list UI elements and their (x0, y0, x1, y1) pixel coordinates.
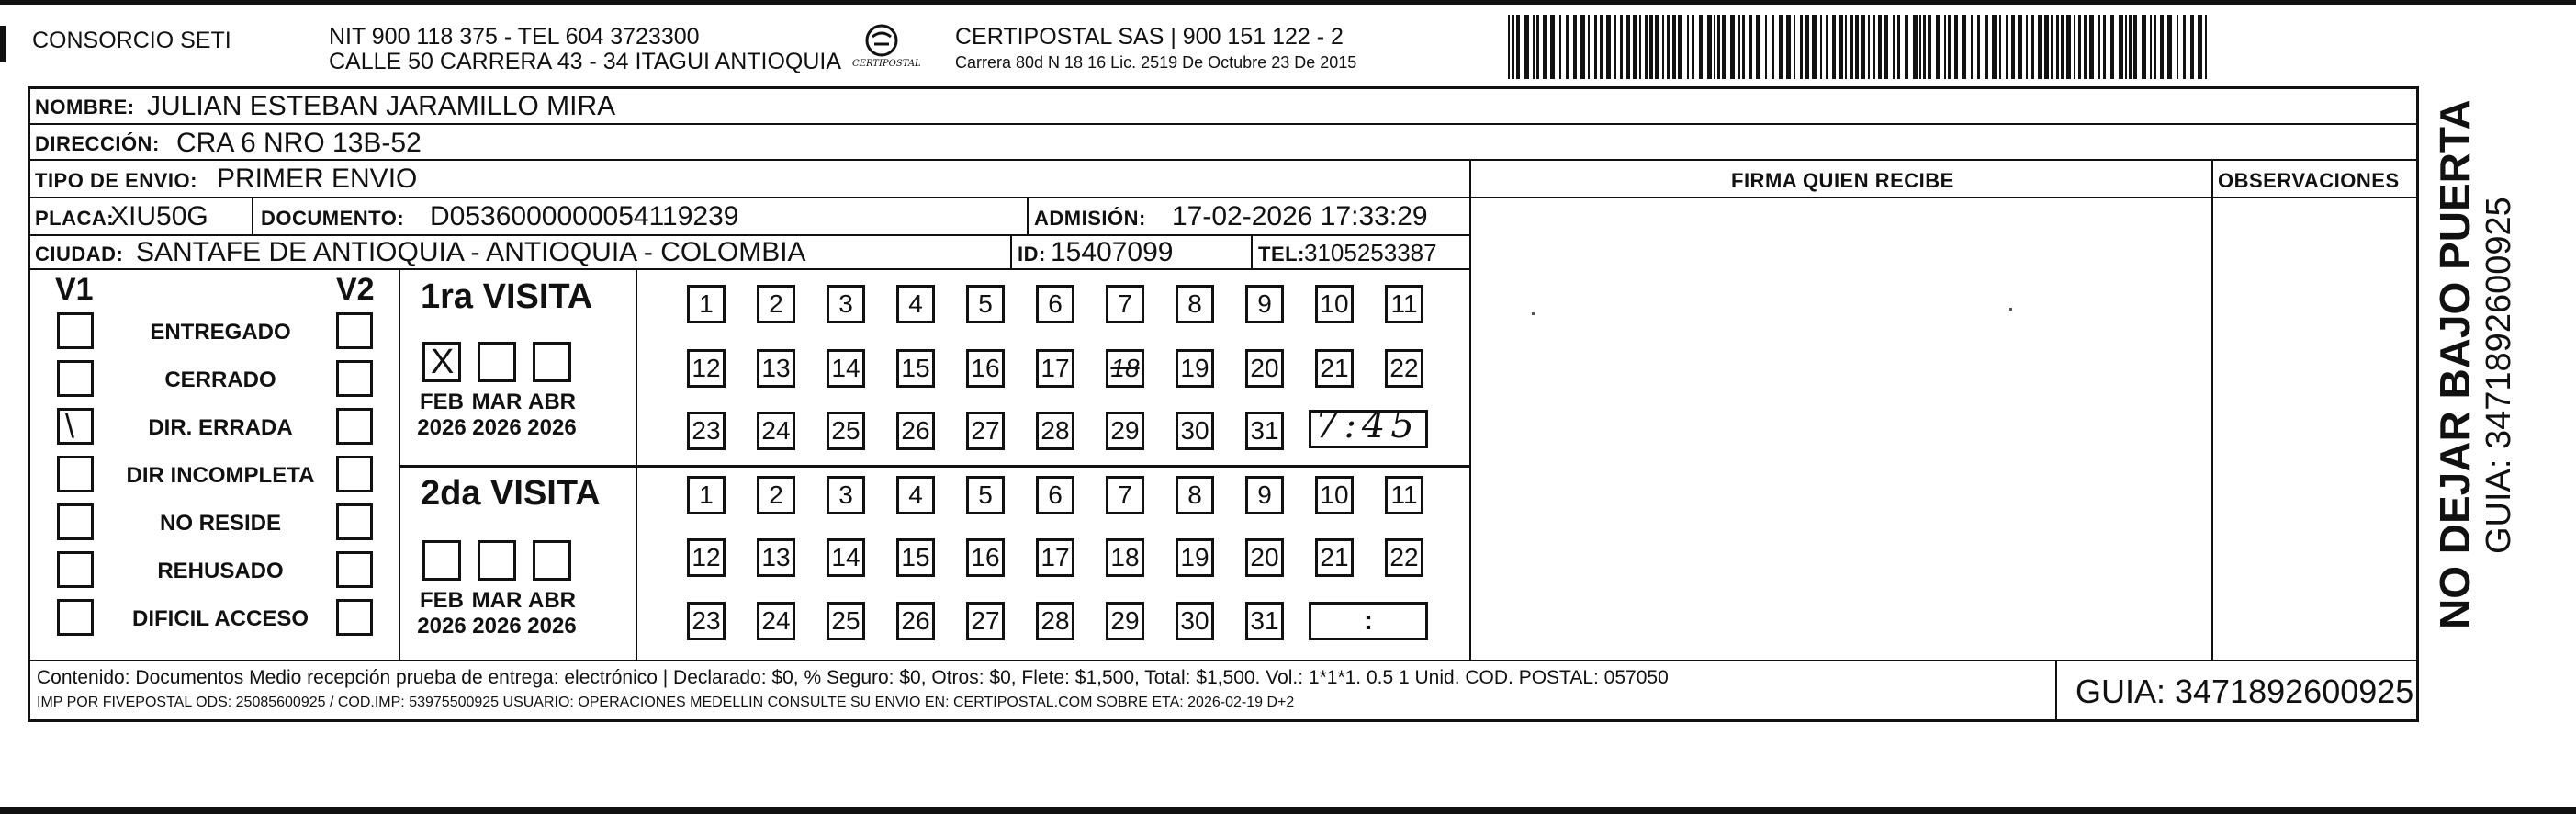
v2-checkbox[interactable] (336, 408, 373, 445)
visit2-day-box[interactable]: 25 (827, 602, 865, 640)
footer-line-2: IMP POR FIVEPOSTAL ODS: 25085600925 / COD.IMP: 53975500925 USUARIO: OPERACIONES MEDELLIN CONSULTE SU ENVIO EN: CERTIPOSTAL.COM SOBRE ETA: 2026-02-19 D+2 (37, 695, 1295, 710)
placa-divider (252, 197, 253, 234)
company-name: CONSORCIO SETI (32, 28, 231, 53)
visit1-day-box[interactable]: 23 (687, 412, 726, 450)
v1-checkbox[interactable] (57, 503, 94, 540)
visit2-day-box[interactable]: 8 (1176, 476, 1214, 514)
barcode-bar (1672, 15, 1676, 79)
v2-checkbox[interactable] (336, 360, 373, 397)
barcode-bar (1749, 15, 1752, 79)
status-label: REHUSADO (157, 559, 284, 583)
tipo-envio-value: PRIMER ENVIO (217, 164, 418, 194)
barcode-bar (1566, 15, 1569, 79)
barcode-bar (1992, 15, 1997, 79)
visit2-day-box[interactable]: 18 (1106, 538, 1144, 577)
barcode-bar (1722, 15, 1726, 79)
visit1-day-box[interactable]: 2 (757, 285, 795, 323)
visit2-day-box[interactable]: 12 (687, 538, 726, 577)
barcode-bar (1779, 15, 1783, 79)
barcode-bar (1839, 15, 1843, 79)
visit1-day-box[interactable]: 4 (896, 285, 935, 323)
admision-divider (1027, 197, 1029, 234)
visit1-month-label: FEB 2026 (417, 390, 467, 440)
visit2-month-label: ABR 2026 (527, 588, 577, 639)
visit1-day-box[interactable]: 18 (1106, 349, 1144, 388)
barcode-bar (2129, 15, 2132, 79)
barcode-bar (2183, 15, 2186, 79)
certipostal-line-2: Carrera 80d N 18 16 Lic. 2519 De Octubre 23 De 2015 (955, 53, 1357, 72)
barcode-bar (1913, 15, 1918, 79)
barcode-bar (2205, 15, 2207, 79)
visit2-day-box[interactable]: 10 (1315, 476, 1354, 514)
visit2-day-box[interactable]: 20 (1245, 538, 1284, 577)
barcode-bar (1850, 15, 1853, 79)
status-label: DIR INCOMPLETA (126, 463, 315, 488)
barcode-bar (2103, 15, 2106, 79)
v1-checkbox[interactable] (57, 599, 94, 636)
barcode-bar (2051, 15, 2053, 79)
barcode-bar (1738, 15, 1740, 79)
placa-value: XIU50G (110, 201, 208, 232)
visit1-day-box[interactable]: 30 (1176, 412, 1214, 450)
barcode-bar (1580, 15, 1585, 79)
barcode-bar (2031, 15, 2034, 79)
barcode-bar (1812, 15, 1817, 79)
barcode-bar (1533, 15, 1535, 79)
barcode-bar (1667, 15, 1670, 79)
visit1-day-box[interactable]: 27 (966, 412, 1005, 450)
visit2-day-box[interactable]: 6 (1036, 476, 1074, 514)
barcode-bar (1999, 15, 2001, 79)
v2-label: V2 (336, 272, 375, 307)
barcode-bar (2061, 15, 2064, 79)
row-line-4 (28, 234, 1469, 236)
barcode-bar (1512, 15, 1514, 79)
visit1-time-handwritten: 7:45 (1315, 404, 1420, 447)
bottom-edge-line (0, 807, 2576, 814)
visit2-day-box[interactable]: 28 (1036, 602, 1074, 640)
barcode-bar (2160, 15, 2164, 79)
barcode-bar (2044, 15, 2049, 79)
barcode-bar (1805, 15, 1809, 79)
direccion-label: DIRECCIÓN: (35, 132, 160, 155)
barcode-bar (2038, 15, 2042, 79)
barcode-bar (1699, 15, 1703, 79)
barcode-bar (1742, 15, 1745, 79)
barcode-bar (2133, 15, 2137, 79)
barcode-bar (1655, 15, 1659, 79)
barcode-bar (1893, 15, 1895, 79)
visit1-day-box[interactable]: 21 (1315, 349, 1354, 388)
nit-line-1: NIT 900 118 375 - TEL 604 3723300 (329, 24, 700, 50)
visit1-day-box[interactable]: 25 (827, 412, 865, 450)
visit2-day-box[interactable]: 23 (687, 602, 726, 640)
barcode-bar (2074, 15, 2075, 79)
visit2-day-box[interactable]: 29 (1106, 602, 1144, 640)
visit1-day-box[interactable]: 6 (1036, 285, 1074, 323)
visit1-day-box[interactable]: 13 (757, 349, 795, 388)
visit2-day-box[interactable]: 21 (1315, 538, 1354, 577)
visit1-day-box[interactable]: 31 (1245, 412, 1284, 450)
barcode (1506, 15, 2213, 79)
ciudad-value: SANTAFE DE ANTIOQUIA - ANTIOQUIA - COLOMBIA (136, 237, 806, 267)
visit1-day-box[interactable]: 10 (1315, 285, 1354, 323)
barcode-bar (2011, 15, 2015, 79)
status-label: DIFICIL ACCESO (131, 606, 309, 631)
admision-value: 17-02-2026 17:33:29 (1172, 201, 1428, 232)
barcode-bar (1633, 15, 1637, 79)
visit2-day-box[interactable]: 17 (1036, 538, 1074, 577)
visit1-day-box[interactable]: 29 (1106, 412, 1144, 450)
barcode-bar (1826, 15, 1828, 79)
visit1-day-box[interactable]: 8 (1176, 285, 1214, 323)
v2-checkbox[interactable] (336, 503, 373, 540)
visit2-month-checkbox[interactable] (422, 540, 461, 581)
visit2-day-box[interactable]: 2 (757, 476, 795, 514)
visit2-day-box[interactable]: 27 (966, 602, 1005, 640)
documento-label: DOCUMENTO: (261, 207, 405, 230)
id-value: 15407099 (1051, 237, 1174, 267)
visit1-day-box[interactable]: 3 (827, 285, 865, 323)
barcode-bar (1873, 15, 1875, 79)
visit1-day-box[interactable]: 15 (896, 349, 935, 388)
barcode-bar (1919, 15, 1921, 79)
barcode-bar (1524, 15, 1529, 79)
id-label: ID: (1018, 243, 1046, 266)
visit2-day-box[interactable]: 4 (896, 476, 935, 514)
v1-checkbox[interactable] (57, 551, 94, 588)
status-label: DIR. ERRADA (148, 415, 293, 440)
footer-line-1: Contenido: Documentos Medio recepción prueba de entrega: electrónico | Declarado: $0, % Seguro: $0, Otros: $0, Flete: $1,500, Total: $1,500. Vol.: 1*1*1. 0.5 1 Unid. COD. POSTAL: 057050 (37, 667, 1669, 688)
tipo-envio-label: TIPO DE ENVIO: (35, 169, 197, 192)
barcode-bar (1645, 15, 1648, 79)
barcode-bar (1954, 15, 1958, 79)
visit2-time-box[interactable] (1309, 602, 1428, 640)
barcode-bar (1765, 15, 1767, 79)
firma-label: FIRMA QUIEN RECIBE (1731, 169, 1954, 192)
visit2-month-label: MAR 2026 (471, 588, 523, 639)
barcode-bar (1543, 15, 1547, 79)
tel-label: TEL: (1258, 243, 1305, 266)
barcode-bar (1606, 15, 1611, 79)
visit1-day-box[interactable]: 19 (1176, 349, 1214, 388)
row-line-2 (28, 159, 2419, 161)
visit1-day-box[interactable]: 9 (1245, 285, 1284, 323)
barcode-bar (1588, 15, 1590, 79)
visit1-day-box[interactable]: 22 (1385, 349, 1423, 388)
visit2-day-box[interactable]: 5 (966, 476, 1005, 514)
barcode-bar (1948, 15, 1951, 79)
barcode-bar (2119, 15, 2123, 79)
firma-col-line (1469, 159, 1471, 660)
visit-divider (399, 465, 1469, 468)
visit1-month-checkbox[interactable] (478, 342, 516, 382)
barcode-bar (1714, 15, 1715, 79)
barcode-bar (2026, 15, 2028, 79)
barcode-bar (1687, 15, 1689, 79)
obs-col-line (2211, 159, 2213, 660)
barcode-bar (1772, 15, 1774, 79)
logo-text: CERTIPOSTAL (852, 59, 921, 69)
barcode-bar (2098, 15, 2100, 79)
barcode-bar (1923, 15, 1926, 79)
v2-checkbox[interactable] (336, 456, 373, 492)
left-edge-mark (0, 26, 6, 62)
barcode-bar (1936, 15, 1940, 79)
barcode-bar (2154, 15, 2156, 79)
barcode-bar (2056, 15, 2059, 79)
v2-checkbox[interactable] (336, 599, 373, 636)
certipostal-logo (852, 22, 921, 75)
barcode-bar (2167, 15, 2172, 79)
barcode-bar (1639, 15, 1641, 79)
barcode-bar (1878, 15, 1882, 79)
barcode-bar (1884, 15, 1888, 79)
barcode-bar (1508, 15, 1510, 79)
visit2-day-box[interactable]: 30 (1176, 602, 1214, 640)
barcode-bar (1573, 15, 1577, 79)
visit2-day-box[interactable]: 1 (687, 476, 726, 514)
status-label: NO RESIDE (159, 511, 282, 536)
barcode-bar (1662, 15, 1664, 79)
visit2-day-box[interactable]: 26 (896, 602, 935, 640)
visit2-day-box[interactable]: 22 (1385, 538, 1423, 577)
status-divider (399, 268, 400, 660)
no-dejar-bajo-puerta: NO DEJAR BAJO PUERTA (2431, 99, 2479, 629)
barcode-bar (1756, 15, 1760, 79)
row-line-3 (28, 197, 2419, 198)
barcode-bar (1550, 15, 1555, 79)
visit2-month-checkbox[interactable] (533, 540, 571, 581)
guia-box-divider (2055, 660, 2057, 722)
barcode-bar (2018, 15, 2022, 79)
v1-checkbox[interactable] (57, 408, 94, 445)
barcode-bar (1594, 15, 1597, 79)
visit2-day-box[interactable]: 24 (757, 602, 795, 640)
guia-box: GUIA: 3471892600925 (2075, 673, 2414, 710)
admision-label: ADMISIÓN: (1034, 207, 1146, 230)
barcode-bar (1897, 15, 1900, 79)
barcode-bar (1985, 15, 1988, 79)
visit2-day-box[interactable]: 9 (1245, 476, 1284, 514)
status-label: ENTREGADO (150, 320, 291, 345)
barcode-bar (2078, 15, 2081, 79)
row-line-1 (28, 123, 2419, 125)
barcode-bar (2006, 15, 2008, 79)
nit-line-2: CALLE 50 CARRERA 43 - 34 ITAGUI ANTIOQUIA (329, 49, 842, 74)
barcode-bar (1600, 15, 1603, 79)
visit2-day-box[interactable]: 15 (896, 538, 935, 577)
barcode-bar (2084, 15, 2087, 79)
barcode-bar (2142, 15, 2146, 79)
visit2-day-box[interactable]: 7 (1106, 476, 1144, 514)
barcode-bar (1944, 15, 1946, 79)
barcode-bar (1649, 15, 1653, 79)
barcode-bar (1832, 15, 1836, 79)
visit2-day-box[interactable]: 16 (966, 538, 1005, 577)
nombre-value: JULIAN ESTEBAN JARAMILLO MIRA (147, 91, 616, 121)
visit2-day-box[interactable]: 14 (827, 538, 865, 577)
barcode-bar (1516, 15, 1520, 79)
barcode-bar (1928, 15, 1931, 79)
barcode-bar (2110, 15, 2114, 79)
visit1-month-label: MAR 2026 (471, 390, 523, 440)
visit1-day-box[interactable]: 26 (896, 412, 935, 450)
status-label: CERRADO (164, 367, 276, 392)
nombre-label: NOMBRE: (35, 96, 135, 119)
barcode-bar (2177, 15, 2178, 79)
barcode-bar (2150, 15, 2152, 79)
tel-value: 3105253387 (1304, 239, 1437, 266)
barcode-bar (1845, 15, 1847, 79)
visit1-day-box[interactable]: 5 (966, 285, 1005, 323)
visit1-day-box[interactable]: 12 (687, 349, 726, 388)
visit2-month-checkbox[interactable] (478, 540, 516, 581)
v1-checkbox[interactable] (57, 456, 94, 492)
barcode-bar (1707, 15, 1712, 79)
barcode-bar (1692, 15, 1694, 79)
barcode-bar (2125, 15, 2127, 79)
visit1-month-checkbox[interactable] (533, 342, 571, 382)
barcode-bar (1559, 15, 1561, 79)
v2-checkbox[interactable] (336, 551, 373, 588)
barcode-bar (1794, 15, 1795, 79)
visit1-title: 1ra VISITA (421, 277, 593, 316)
visit2-title: 2da VISITA (421, 474, 601, 513)
v2-checkbox[interactable] (336, 312, 373, 349)
row-line-5 (28, 268, 1469, 270)
barcode-bar (1971, 15, 1973, 79)
months-divider (636, 268, 637, 660)
visit1-month-checkbox[interactable] (422, 342, 461, 382)
visit1-day-box[interactable]: 28 (1036, 412, 1074, 450)
row-line-footer (28, 660, 2419, 661)
barcode-bar (1536, 15, 1539, 79)
certipostal-line-1: CERTIPOSTAL SAS | 900 151 122 - 2 (955, 24, 1344, 50)
barcode-bar (1868, 15, 1870, 79)
barcode-bar (1626, 15, 1630, 79)
visit2-day-box[interactable]: 11 (1385, 476, 1423, 514)
tel-divider (1251, 234, 1253, 268)
barcode-bar (2198, 15, 2202, 79)
barcode-bar (2190, 15, 2194, 79)
id-divider (1010, 234, 1012, 268)
barcode-bar (1678, 15, 1682, 79)
barcode-bar (1861, 15, 1865, 79)
barcode-bar (2066, 15, 2071, 79)
barcode-bar (1905, 15, 1908, 79)
stray-dot (2009, 308, 2012, 311)
visit2-month-label: FEB 2026 (417, 588, 467, 639)
visit1-day-box[interactable]: 16 (966, 349, 1005, 388)
visit1-month-label: ABR 2026 (527, 390, 577, 440)
visit1-day-box[interactable]: 14 (827, 349, 865, 388)
visit2-day-box[interactable]: 31 (1245, 602, 1284, 640)
stray-dot (1532, 312, 1535, 315)
v1-checkbox[interactable] (57, 360, 94, 397)
v1-check-mark: \ (65, 407, 75, 445)
v1-label: V1 (55, 272, 94, 307)
placa-label: PLACA: (35, 207, 115, 230)
visit1-day-box[interactable]: 7 (1106, 285, 1144, 323)
visit2-day-box[interactable]: 19 (1176, 538, 1214, 577)
barcode-bar (2089, 15, 2094, 79)
v1-checkbox[interactable] (57, 312, 94, 349)
barcode-bar (1820, 15, 1822, 79)
documento-value: D0536000000054119239 (430, 201, 739, 232)
barcode-bar (1800, 15, 1803, 79)
direccion-value: CRA 6 NRO 13B-52 (176, 128, 422, 158)
barcode-bar (1855, 15, 1859, 79)
visit2-time-placeholder: : (1364, 605, 1373, 636)
ciudad-label: CIUDAD: (35, 243, 124, 266)
barcode-bar (1730, 15, 1735, 79)
visit1-day-box[interactable]: 11 (1385, 285, 1423, 323)
barcode-bar (1620, 15, 1623, 79)
visit2-day-box[interactable]: 3 (827, 476, 865, 514)
visit1-day-box[interactable]: 24 (757, 412, 795, 450)
visit2-day-box[interactable]: 13 (757, 538, 795, 577)
observaciones-label: OBSERVACIONES (2218, 169, 2400, 192)
side-guia: GUIA: 3471892600925 (2480, 197, 2518, 554)
visit1-day-box[interactable]: 1 (687, 285, 726, 323)
barcode-bar (1614, 15, 1616, 79)
barcode-bar (1962, 15, 1966, 79)
barcode-bar (1717, 15, 1720, 79)
visit1-day-box[interactable]: 20 (1245, 349, 1284, 388)
visit1-day-box[interactable]: 17 (1036, 349, 1074, 388)
visit1-month-mark: X (431, 343, 455, 381)
barcode-bar (1977, 15, 1980, 79)
barcode-bar (1786, 15, 1791, 79)
top-edge-line (0, 0, 2576, 5)
